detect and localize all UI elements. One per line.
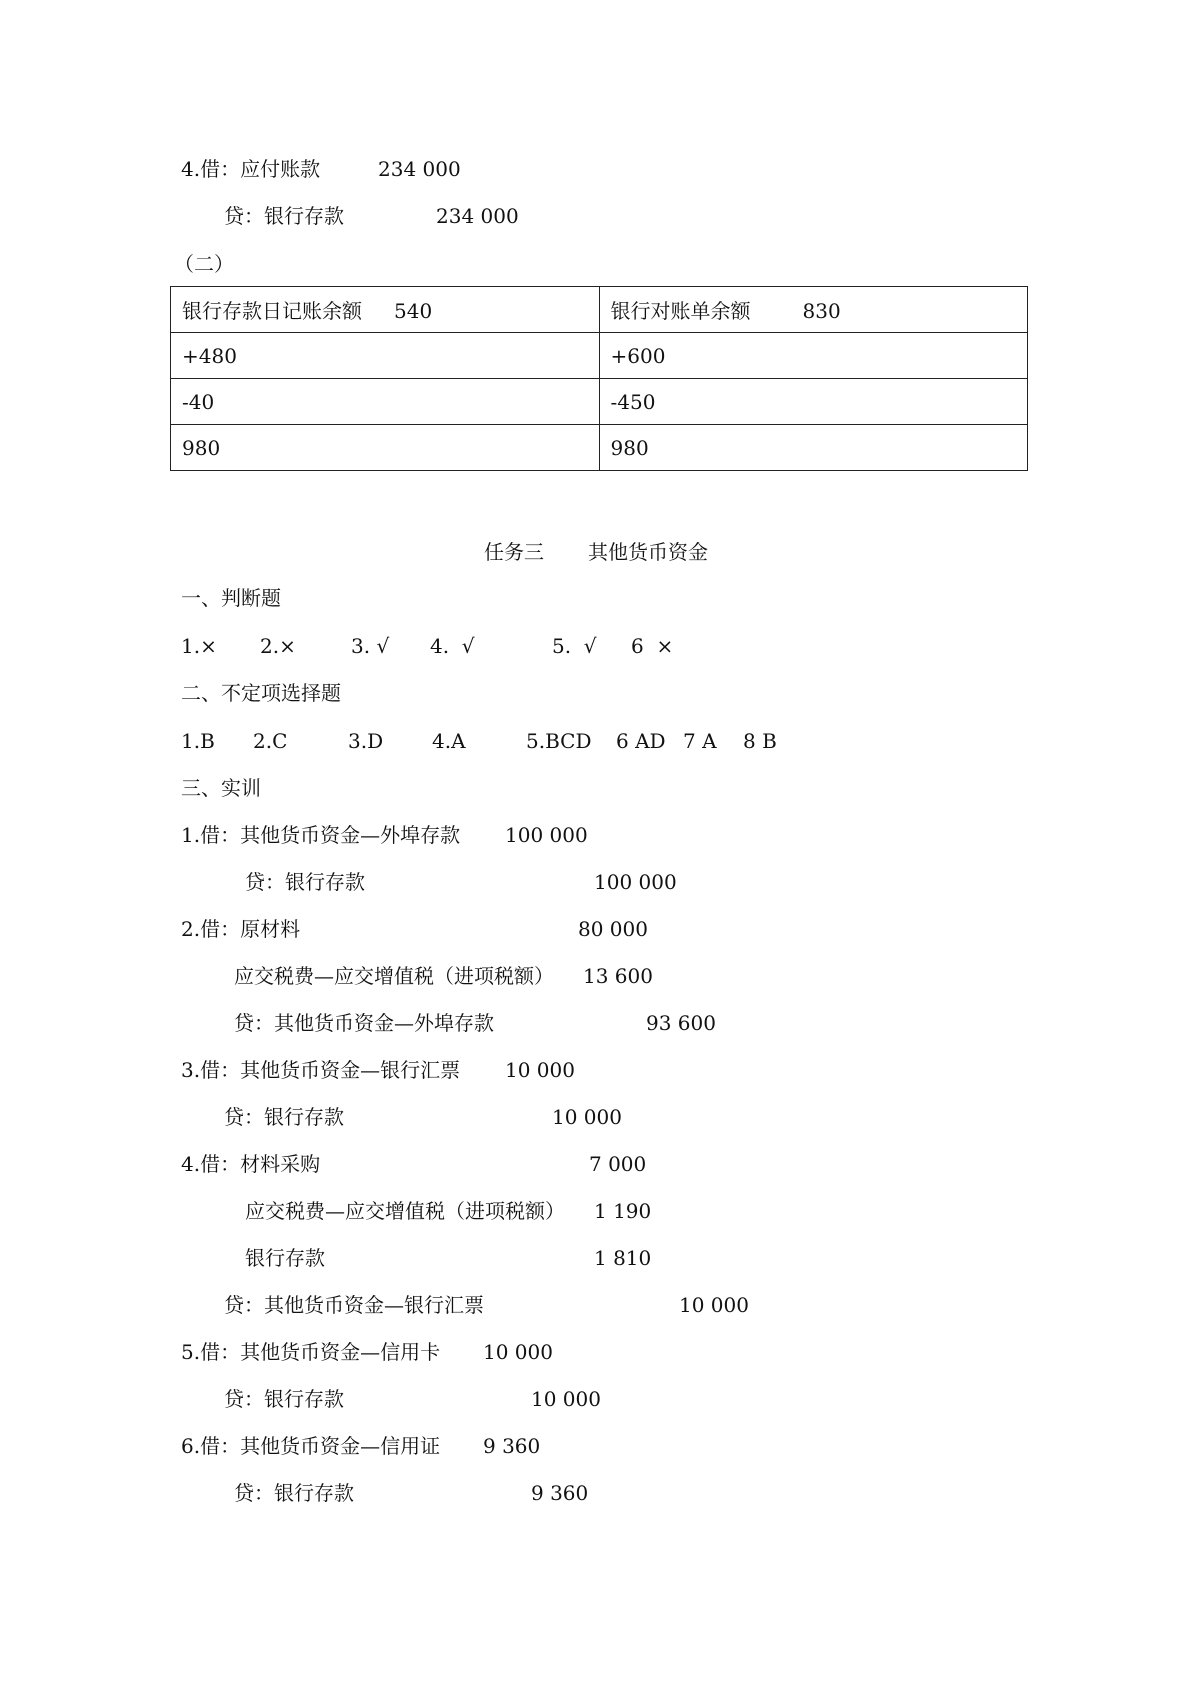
journal-amount: 7 000 (589, 1152, 647, 1176)
journal-amount: 93 600 (646, 1011, 716, 1035)
journal-amount: 9 360 (483, 1434, 541, 1458)
table-row (171, 287, 1028, 333)
judgment-answer: 2.× (260, 634, 296, 658)
choice-answer: 1.B (181, 729, 215, 753)
journal-amount: 80 000 (578, 917, 648, 941)
choice-heading: 二、不定项选择题 (181, 681, 341, 705)
judgment-heading: 一、判断题 (181, 586, 281, 610)
statement-balance-value: 830 (802, 299, 841, 323)
journal-amount: 10 000 (552, 1105, 622, 1129)
journal-line: 4.借：材料采购 (181, 1152, 321, 1176)
journal-amount: 10 000 (531, 1387, 601, 1411)
table-row (171, 333, 1028, 379)
choice-answer: 5.BCD (526, 729, 592, 753)
journal-amount: 1 190 (594, 1199, 652, 1223)
journal-line: 5.借：其他货币资金—信用卡 (181, 1340, 441, 1364)
journal-line: 贷：银行存款 (234, 1481, 354, 1505)
choice-answer: 2.C (253, 729, 288, 753)
journal-line: 银行存款 (245, 1246, 325, 1270)
choice-answer: 3.D (348, 729, 384, 753)
journal-amount: 10 000 (505, 1058, 575, 1082)
table-cell: +480 (171, 333, 600, 379)
task3-title-name: 其他货币资金 (588, 540, 708, 564)
part-two-label: （二） (174, 252, 234, 276)
reconciliation-table (170, 286, 1028, 471)
table-cell: -40 (171, 379, 600, 425)
choice-answer: 6 AD (616, 729, 666, 753)
journal-amount: 13 600 (583, 964, 653, 988)
journal-line: 应交税费—应交增值税（进项税额） (245, 1199, 565, 1223)
table-row (171, 425, 1028, 471)
journal-line: 贷：其他货币资金—外埠存款 (234, 1011, 494, 1035)
entry-4-debit: 4.借：应付账款 (181, 157, 321, 181)
statement-balance-header (599, 287, 1028, 333)
journal-amount: 9 360 (531, 1481, 589, 1505)
entry-4-credit: 贷：银行存款 (224, 204, 344, 228)
journal-line: 1.借：其他货币资金—外埠存款 (181, 823, 461, 847)
journal-line: 贷：银行存款 (224, 1387, 344, 1411)
journal-line: 应交税费—应交增值税（进项税额） (234, 964, 554, 988)
choice-answer: 4.A (432, 729, 466, 753)
table-cell: 980 (171, 425, 600, 471)
journal-line: 贷：银行存款 (224, 1105, 344, 1129)
journal-line: 2.借：原材料 (181, 917, 301, 941)
table-row (171, 379, 1028, 425)
table-cell: +600 (599, 333, 1028, 379)
journal-line: 6.借：其他货币资金—信用证 (181, 1434, 441, 1458)
journal-line: 贷：银行存款 (245, 870, 365, 894)
journal-balance-label: 银行存款日记账余额 (182, 299, 362, 323)
table-cell: -450 (599, 379, 1028, 425)
judgment-answer: 5. √ (552, 634, 597, 658)
journal-amount: 100 000 (594, 870, 677, 894)
judgment-answer: 1.× (181, 634, 217, 658)
choice-answer: 8 B (743, 729, 777, 753)
journal-amount: 1 810 (594, 1246, 652, 1270)
journal-amount: 10 000 (679, 1293, 749, 1317)
judgment-answer: 3. √ (351, 634, 390, 658)
choice-answer: 7 A (683, 729, 717, 753)
entry-4-debit-amount: 234 000 (378, 157, 461, 181)
judgment-answer: 4. √ (430, 634, 475, 658)
task3-title-number: 任务三 (484, 540, 544, 564)
journal-balance-header (171, 287, 600, 333)
entry-4-credit-amount: 234 000 (436, 204, 519, 228)
journal-amount: 10 000 (483, 1340, 553, 1364)
practice-heading: 三、实训 (181, 776, 261, 800)
judgment-answer: 6 × (631, 634, 674, 658)
journal-line: 贷：其他货币资金—银行汇票 (224, 1293, 484, 1317)
journal-balance-value: 540 (394, 299, 433, 323)
journal-line: 3.借：其他货币资金—银行汇票 (181, 1058, 461, 1082)
statement-balance-label: 银行对账单余额 (610, 299, 751, 323)
table-cell: 980 (599, 425, 1028, 471)
journal-amount: 100 000 (505, 823, 588, 847)
